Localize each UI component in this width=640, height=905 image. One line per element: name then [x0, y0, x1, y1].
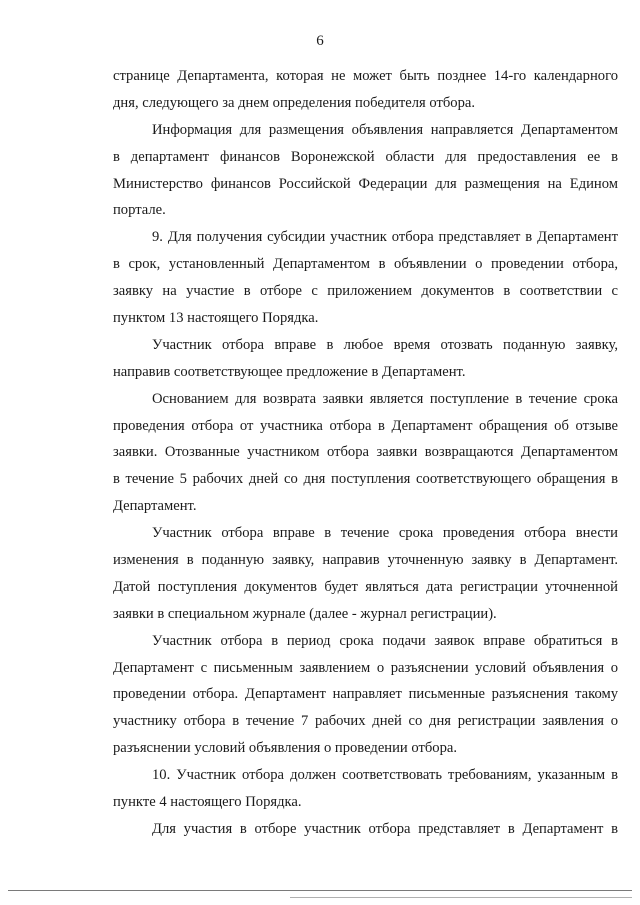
text-line: Департамент с письменным заявлением о разъяснении условий объявления о: [113, 659, 618, 676]
text-line: Участник отбора вправе в течение срока проведения отбора внести: [152, 525, 618, 542]
text-line: изменения в поданную заявку, направив уточненную заявку в Департамент.: [113, 552, 618, 569]
text-line: проведения отбора от участника отбора в Департамент обращения об отзыве: [113, 417, 618, 434]
text-line: заявки. Отозванные участником отбора заявки возвращаются Департаментом: [113, 444, 618, 461]
text-line: портале.: [113, 202, 166, 219]
text-line: разъяснении условий объявления о проведении отбора.: [113, 740, 458, 757]
text-line: направив соответствующее предложение в Департамент.: [113, 363, 466, 380]
text-line: 9. Для получения субсидии участник отбора представляет в Департамент: [152, 229, 618, 246]
text-line: проведении отбора. Департамент направляет письменные разъяснения такому: [113, 686, 618, 703]
text-line: в департамент финансов Воронежской области для предоставления ее в: [113, 148, 618, 165]
text-line: Для участия в отборе участник отбора представляет в Департамент в: [152, 820, 618, 837]
text-line: в срок, установленный Департаментом в объявлении о проведении отбора,: [113, 256, 618, 273]
text-line: Информация для размещения объявления направляется Департаментом: [152, 121, 618, 138]
text-line: Участник отбора в период срока подачи заявок вправе обратиться в: [152, 632, 618, 649]
document-body: [113, 63, 618, 843]
text-line: Датой поступления документов будет являться дата регистрации уточненной: [113, 578, 618, 595]
text-line: пункте 4 настоящего Порядка.: [113, 794, 302, 811]
scan-edge-line: [290, 897, 632, 898]
text-line: 10. Участник отбора должен соответствовать требованиям, указанным в: [152, 767, 618, 784]
text-line: Участник отбора вправе в любое время отозвать поданную заявку,: [152, 336, 618, 353]
text-line: Министерство финансов Российской Федерации для размещения на Едином: [113, 175, 618, 192]
scan-edge-line: [8, 890, 632, 891]
text-line: в течение 5 рабочих дней со дня поступления соответствующего обращения в: [113, 471, 618, 488]
text-line: заявку на участие в отборе с приложением документов в соответствии с: [113, 283, 618, 300]
text-line: участнику отбора в течение 7 рабочих дней со дня регистрации заявления о: [113, 713, 618, 730]
text-line: странице Департамента, которая не может быть позднее 14-го календарного: [113, 68, 618, 84]
text-line: Департамент.: [113, 498, 197, 515]
text-line: Основанием для возврата заявки является поступление в течение срока: [152, 390, 618, 407]
page-number: 6: [316, 33, 324, 49]
text-line: пунктом 13 настоящего Порядка.: [113, 310, 319, 327]
text-line: заявки в специальном журнале (далее - журнал регистрации).: [113, 605, 497, 622]
text-line: дня, следующего за днем определения победителя отбора.: [113, 94, 475, 111]
